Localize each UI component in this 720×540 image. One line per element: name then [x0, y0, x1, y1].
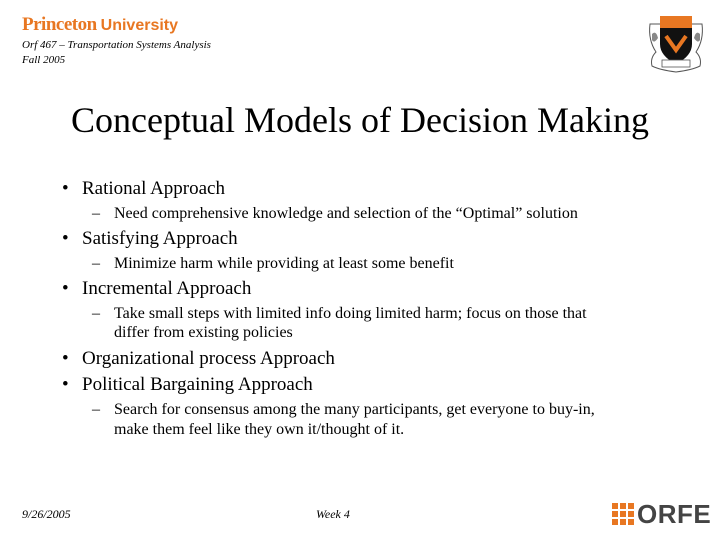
- brand-princeton: Princeton: [22, 14, 97, 35]
- bullet-dot: •: [62, 374, 69, 395]
- sub-satisfying-1: Minimize harm while providing at least some benefit: [114, 255, 454, 272]
- course-title: Orf 467 – Transportation Systems Analysis: [22, 39, 211, 51]
- bullet-rational: Rational Approach: [82, 178, 225, 199]
- sub-political-2: make them feel like they own it/thought of it.: [114, 421, 405, 438]
- dash: –: [92, 205, 100, 222]
- bullet-incremental: Incremental Approach: [82, 278, 252, 299]
- bullet-satisfying: Satisfying Approach: [82, 228, 238, 249]
- slide-title: Conceptual Models of Decision Making: [71, 100, 649, 140]
- princeton-wordmark: [22, 14, 178, 37]
- bullet-political: Political Bargaining Approach: [82, 374, 313, 395]
- dash: –: [92, 255, 100, 272]
- dash: –: [92, 305, 100, 322]
- bullet-dot: •: [62, 228, 69, 249]
- bullet-organizational: Organizational process Approach: [82, 348, 335, 369]
- sub-incremental-2: differ from existing policies: [114, 324, 293, 341]
- orfe-grid-icon: [612, 503, 634, 525]
- footer-week: Week 4: [316, 507, 350, 521]
- bullet-dot: •: [62, 178, 69, 199]
- sub-political-1: Search for consensus among the many participants, get everyone to buy-in,: [114, 401, 595, 418]
- sub-rational-1: Need comprehensive knowledge and selection of the “Optimal” solution: [114, 205, 578, 222]
- bullet-dot: •: [62, 348, 69, 369]
- course-term: Fall 2005: [22, 54, 66, 66]
- dash: –: [92, 401, 100, 418]
- bullet-dot: •: [62, 278, 69, 299]
- orfe-logo: [612, 500, 711, 528]
- orfe-logo-text: ORFE: [637, 499, 712, 529]
- footer-date: 9/26/2005: [22, 507, 71, 521]
- sub-incremental-1: Take small steps with limited info doing limited harm; focus on those that: [114, 305, 587, 322]
- princeton-shield-icon: [646, 10, 706, 74]
- brand-university: University: [100, 17, 179, 34]
